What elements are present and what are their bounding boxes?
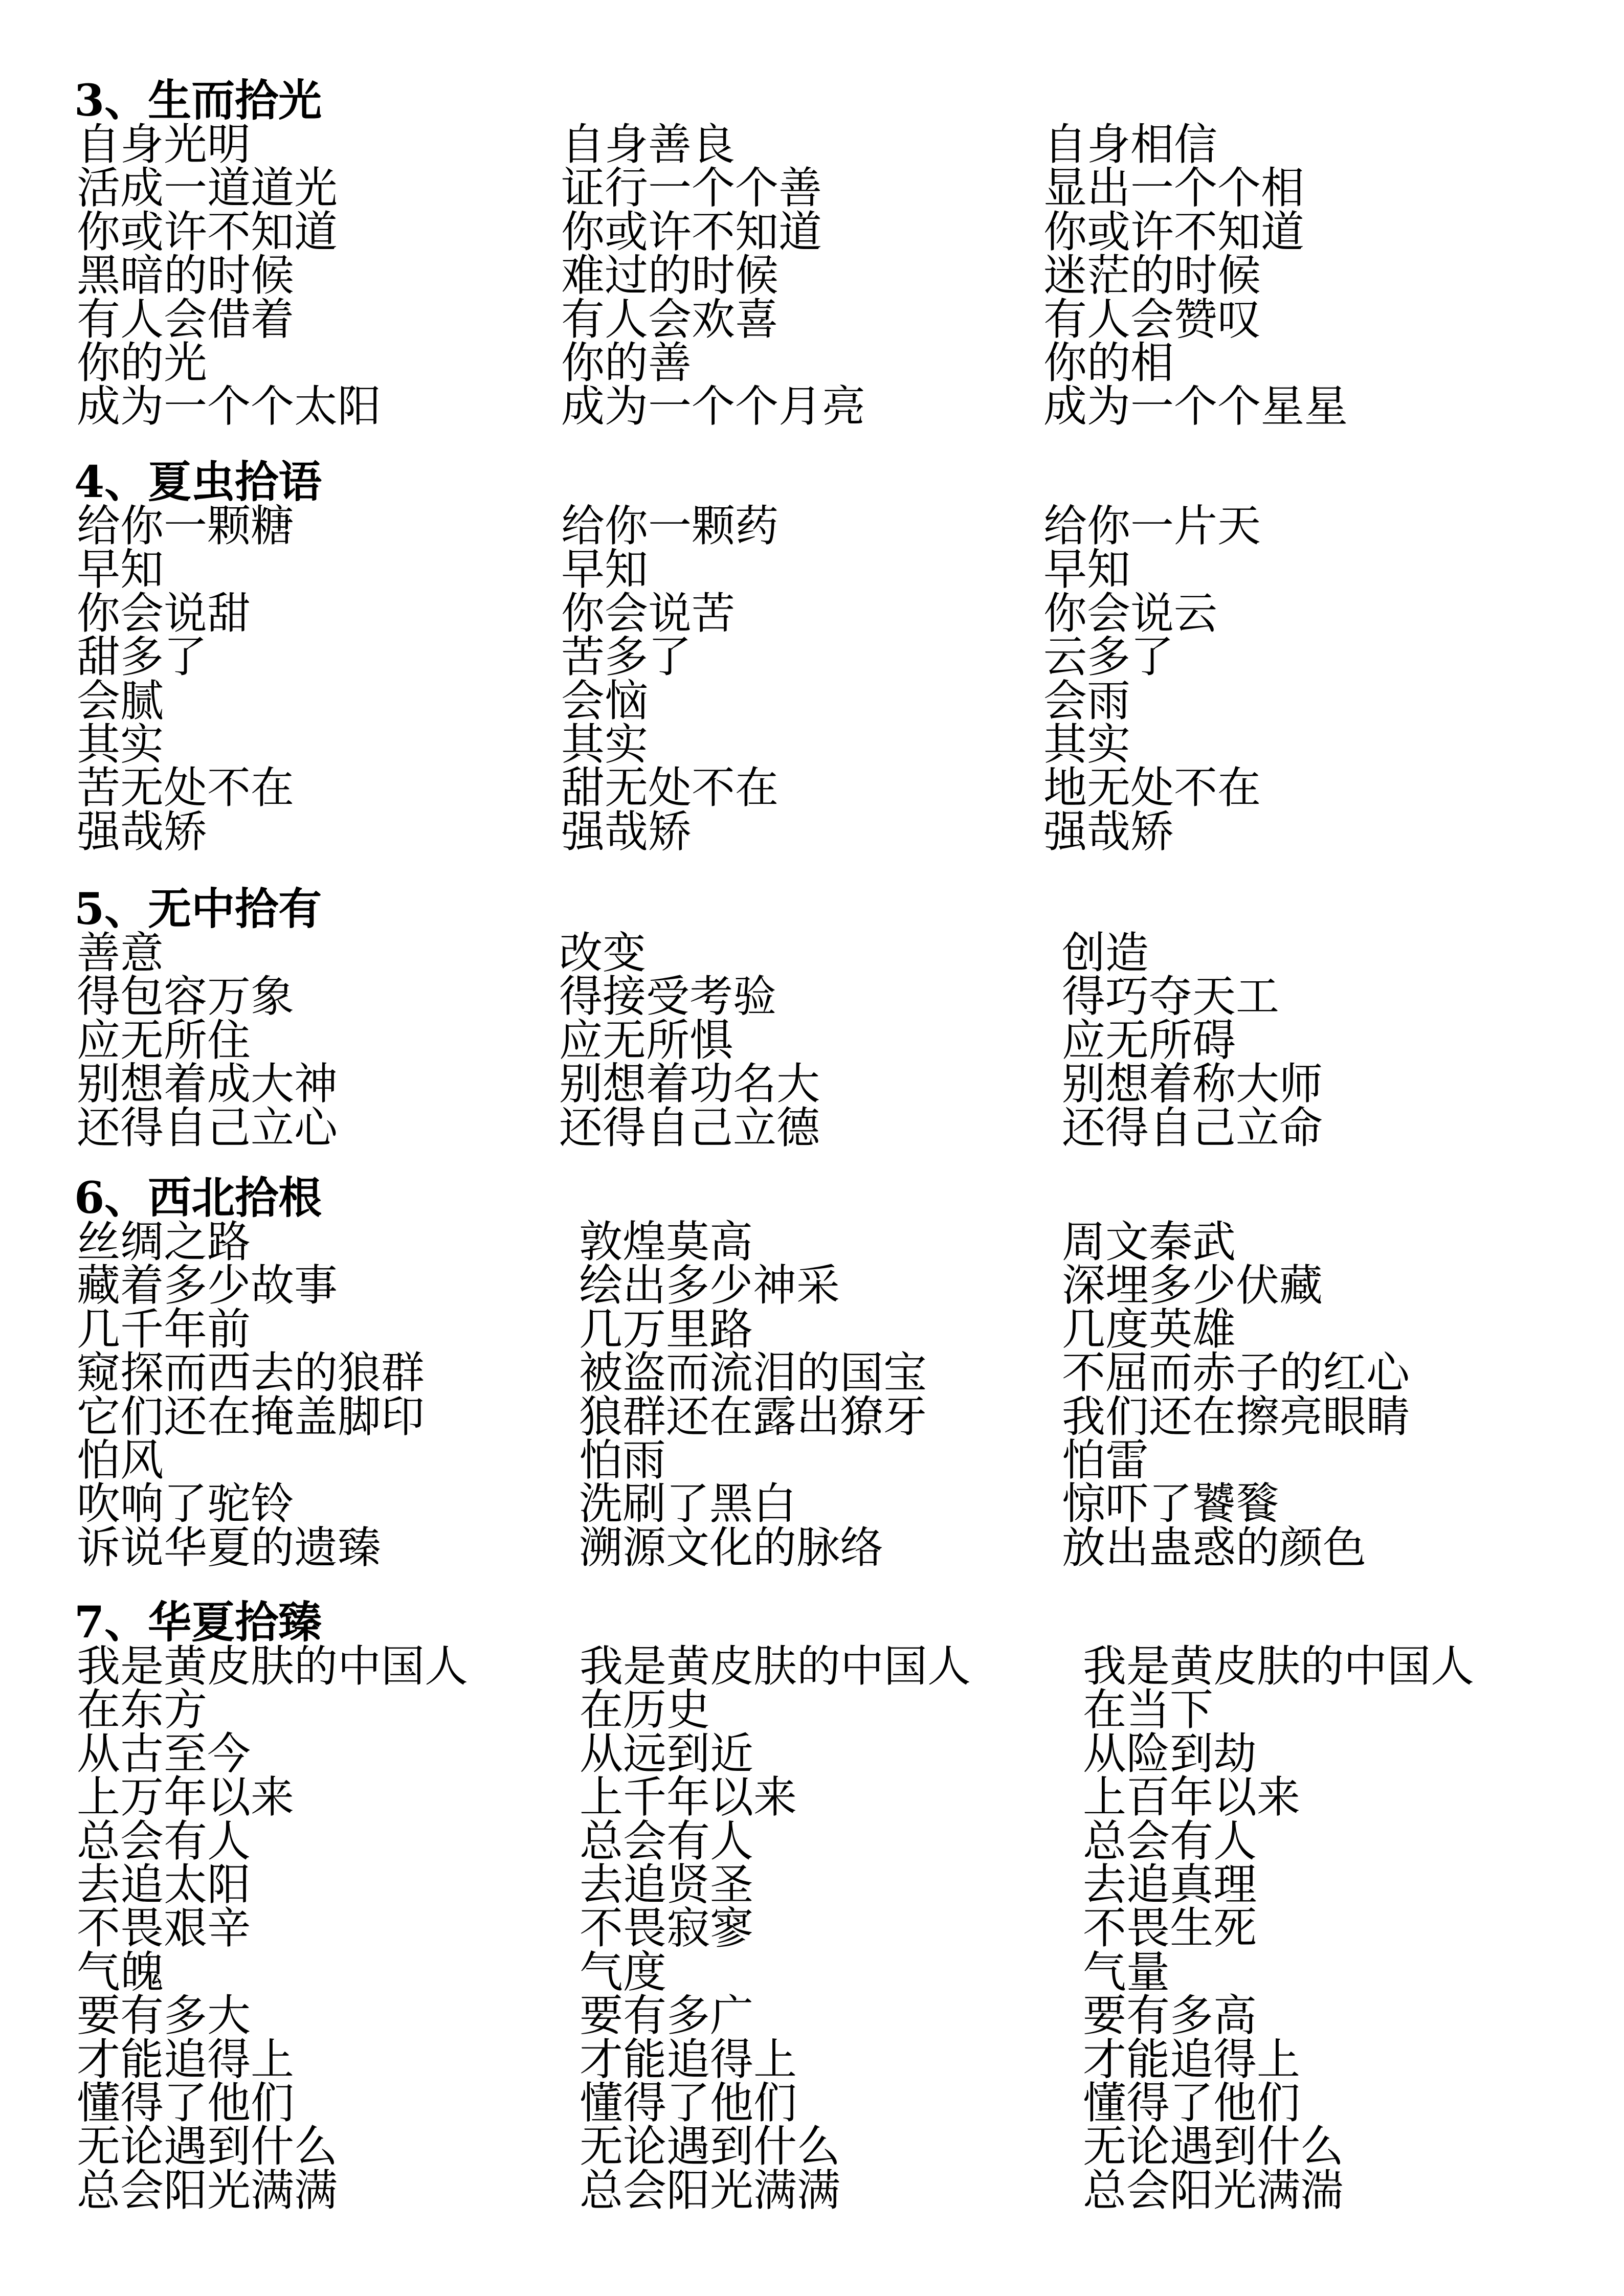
poem-line: 不畏生死	[1083, 1903, 1257, 1954]
poem-line: 有人会赞叹	[1043, 294, 1261, 345]
poem-line: 创造	[1062, 928, 1149, 979]
poem-line: 显出一个个相	[1043, 163, 1305, 214]
poem-line: 在东方	[77, 1685, 208, 1736]
poem-line: 早知	[77, 545, 164, 596]
poem-line: 会雨	[1043, 676, 1131, 727]
poem-line: 你会说甜	[77, 588, 251, 639]
poem-line: 怕雨	[579, 1435, 666, 1486]
poem-line: 你会说云	[1043, 588, 1218, 639]
poem-line: 丝绸之路	[77, 1217, 251, 1268]
poem-column-1	[77, 1217, 425, 1573]
poem-line: 诉说华夏的遗臻	[77, 1522, 382, 1573]
poem-line: 自身善良	[561, 120, 736, 170]
poem-line: 去追真理	[1083, 1859, 1257, 1910]
poem-line: 强哉矫	[77, 806, 208, 858]
poem-line: 要有多大	[77, 1991, 251, 2042]
poem-line: 你的善	[561, 337, 692, 389]
poem-column-3	[1083, 1641, 1475, 2216]
poem-line: 上万年以来	[77, 1772, 295, 1824]
poem-line: 从险到劫	[1083, 1728, 1257, 1780]
poem-line: 活成一道道光	[77, 163, 338, 214]
poem-line: 几万里路	[579, 1304, 753, 1355]
poem-column-2	[579, 1217, 927, 1573]
poem-line: 溯源文化的脉络	[579, 1522, 884, 1573]
poem-line: 我们还在擦亮眼睛	[1062, 1391, 1410, 1443]
poem-line: 总会有人	[77, 1816, 251, 1867]
poem-line: 不屈而赤子的红心	[1062, 1348, 1410, 1399]
poem-line: 苦多了	[561, 632, 692, 683]
poem-line: 得巧夺天工	[1062, 972, 1280, 1023]
poem-line: 惊吓了饕餮	[1062, 1479, 1280, 1530]
poem-line: 在历史	[580, 1685, 710, 1736]
poem-line: 还得自己立德	[559, 1102, 820, 1154]
poem-line: 善意	[77, 928, 164, 979]
poem-line: 有人会欢喜	[561, 294, 779, 345]
poem-column-3	[1062, 1217, 1410, 1573]
poem-column-2	[561, 501, 779, 858]
poem-line: 地无处不在	[1043, 763, 1261, 814]
section-heading: 4、夏虫拾语	[74, 457, 322, 508]
poem-line: 其实	[77, 719, 164, 770]
poem-line: 放出蛊惑的颜色	[1062, 1522, 1367, 1573]
section-heading: 7、华夏拾臻	[74, 1597, 322, 1648]
poem-line: 几度英雄	[1062, 1304, 1236, 1355]
poem-line: 你或许不知道	[77, 207, 338, 258]
poem-column-2	[580, 1641, 971, 2216]
poem-line: 难过的时候	[561, 251, 779, 302]
poem-line: 几千年前	[77, 1304, 251, 1355]
poem-line: 不畏寂寥	[580, 1903, 754, 1954]
poem-line: 总会阳光满湍	[1083, 2165, 1344, 2216]
poem-line: 才能追得上	[580, 2034, 797, 2085]
poem-line: 苦无处不在	[77, 763, 295, 814]
poem-line: 其实	[1043, 719, 1131, 770]
poem-line: 别想着功名大	[559, 1059, 820, 1110]
poem-line: 气量	[1083, 1947, 1170, 1998]
poem-line: 有人会借着	[77, 294, 295, 345]
poem-line: 你或许不知道	[561, 207, 822, 258]
poem-line: 要有多高	[1083, 1991, 1257, 2042]
poem-line: 懂得了他们	[1083, 2078, 1301, 2129]
poem-line: 你会说苦	[561, 588, 736, 639]
poem-line: 懂得了他们	[580, 2078, 797, 2129]
poem-line: 才能追得上	[1083, 2034, 1301, 2085]
poem-line: 窥探而西去的狼群	[77, 1348, 425, 1399]
poem-line: 懂得了他们	[77, 2078, 295, 2129]
poem-line: 改变	[559, 928, 647, 979]
poem-line: 早知	[561, 545, 649, 596]
poem-line: 气度	[580, 1947, 667, 1998]
poem-line: 去追贤圣	[580, 1859, 754, 1910]
poem-line: 从远到近	[580, 1728, 754, 1780]
poem-line: 云多了	[1043, 632, 1174, 683]
poem-line: 不畏艰辛	[77, 1903, 251, 1954]
poem-line: 其实	[561, 719, 649, 770]
poem-line: 证行一个个善	[561, 163, 822, 214]
poem-line: 自身相信	[1043, 120, 1218, 170]
poem-column-3	[1043, 501, 1261, 858]
poem-line: 要有多广	[580, 1991, 754, 2042]
poem-line: 应无所住	[77, 1015, 251, 1066]
poem-line: 我是黄皮肤的中国人	[1083, 1641, 1475, 1692]
poem-column-1	[77, 928, 338, 1154]
poem-line: 得包容万象	[77, 972, 295, 1023]
poem-line: 给你一片天	[1043, 501, 1261, 552]
poem-line: 应无所碍	[1062, 1015, 1236, 1066]
poem-column-1	[77, 120, 382, 433]
section-heading: 3、生而拾光	[74, 75, 322, 126]
poem-column-1	[77, 1641, 469, 2216]
poem-line: 才能追得上	[77, 2034, 295, 2085]
poem-line: 气魄	[77, 1947, 164, 1998]
poem-line: 给你一颗糖	[77, 501, 295, 552]
poem-line: 得接受考验	[559, 972, 777, 1023]
poem-line: 你的光	[77, 337, 208, 389]
poem-line: 总会阳光满满	[580, 2165, 841, 2216]
poem-line: 我是黄皮肤的中国人	[580, 1641, 971, 1692]
poem-line: 总会有人	[580, 1816, 754, 1867]
poem-line: 狼群还在露出獠牙	[579, 1391, 927, 1443]
poem-line: 深埋多少伏藏	[1062, 1260, 1323, 1312]
poem-line: 被盗而流泪的国宝	[579, 1348, 927, 1399]
poem-column-1	[77, 501, 295, 858]
poem-column-2	[561, 120, 866, 433]
poem-line: 会腻	[77, 676, 164, 727]
poem-line: 上千年以来	[580, 1772, 797, 1824]
poem-line: 吹响了驼铃	[77, 1479, 295, 1530]
poem-line: 强哉矫	[1043, 806, 1174, 858]
poem-line: 强哉矫	[561, 806, 692, 858]
poem-line: 无论遇到什么	[580, 2122, 841, 2173]
poem-line: 总会阳光满满	[77, 2165, 338, 2216]
poem-line: 还得自己立命	[1062, 1102, 1323, 1154]
poem-line: 甜多了	[77, 632, 208, 683]
poem-line: 给你一颗药	[561, 501, 779, 552]
poem-line: 无论遇到什么	[77, 2122, 338, 2173]
poem-line: 去追太阳	[77, 1859, 251, 1910]
poem-line: 黑暗的时候	[77, 251, 295, 302]
poem-line: 无论遇到什么	[1083, 2122, 1344, 2173]
poem-line: 还得自己立心	[77, 1102, 338, 1154]
poem-line: 你或许不知道	[1043, 207, 1305, 258]
poem-line: 上百年以来	[1083, 1772, 1301, 1824]
poem-line: 成为一个个太阳	[77, 381, 382, 433]
poem-line: 怕雷	[1062, 1435, 1149, 1486]
poem-line: 它们还在掩盖脚印	[77, 1391, 425, 1443]
poem-line: 敦煌莫高	[579, 1217, 753, 1268]
poem-line: 应无所惧	[559, 1015, 733, 1066]
poem-line: 迷茫的时候	[1043, 251, 1261, 302]
poem-line: 别想着成大神	[77, 1059, 338, 1110]
poem-line: 绘出多少神采	[579, 1260, 840, 1312]
poem-line: 成为一个个月亮	[561, 381, 866, 433]
poem-line: 自身光明	[77, 120, 251, 170]
poem-line: 甜无处不在	[561, 763, 779, 814]
poem-line: 别想着称大师	[1062, 1059, 1323, 1110]
poem-column-3	[1062, 928, 1323, 1154]
section-heading: 5、无中拾有	[74, 884, 322, 935]
poem-line: 洗刷了黑白	[579, 1479, 797, 1530]
poem-line: 周文秦武	[1062, 1217, 1236, 1268]
poem-line: 怕风	[77, 1435, 164, 1486]
poem-line: 我是黄皮肤的中国人	[77, 1641, 469, 1692]
poem-column-2	[559, 928, 820, 1154]
poem-line: 从古至今	[77, 1728, 251, 1780]
poem-line: 早知	[1043, 545, 1131, 596]
poem-line: 总会有人	[1083, 1816, 1257, 1867]
poem-column-3	[1043, 120, 1348, 433]
poem-line: 会恼	[561, 676, 649, 727]
poem-line: 藏着多少故事	[77, 1260, 338, 1312]
poem-line: 你的相	[1043, 337, 1174, 389]
section-heading: 6、西北拾根	[74, 1173, 322, 1224]
poem-line: 在当下	[1083, 1685, 1214, 1736]
poem-line: 成为一个个星星	[1043, 381, 1348, 433]
